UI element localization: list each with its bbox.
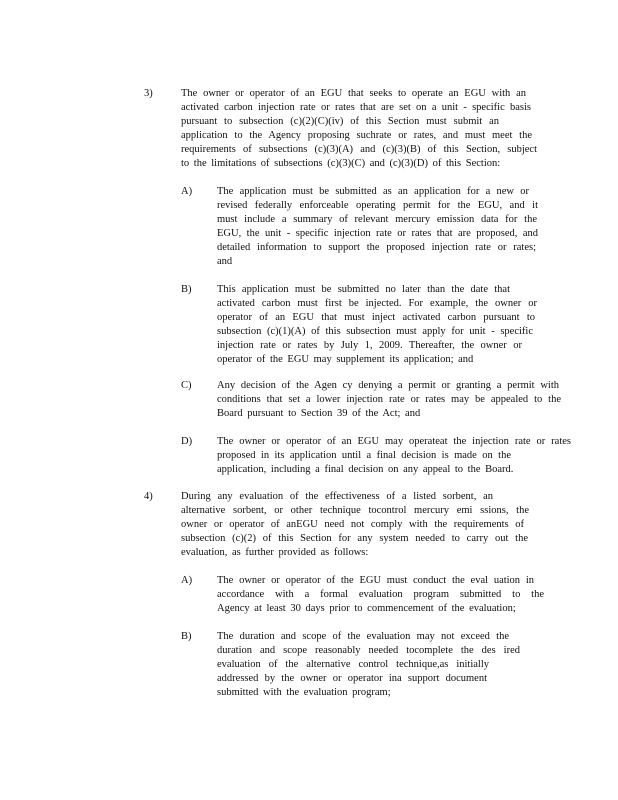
text-line: Board pursuant to Section 39 of the Act; and [217,408,421,419]
text-line: conditions that set a lower injection rate or rates may be appealed to the [217,394,561,405]
text-line: EGU, the unit - specific injection rate or rates that are proposed, and [217,228,538,239]
text-line: The duration and scope of the evaluation may not exceed the [217,631,509,642]
text-line: Any decision of the Agen cy denying a permit or granting a permit with [217,380,559,391]
text-line: duration and scope reasonably needed tocomplete the des ired [217,645,520,656]
text-line: The owner or operator of an EGU that seeks to operate an EGU with an [181,88,526,99]
item-number: 3) [144,88,153,99]
text-line: must include a summary of relevant mercury emission data for the [217,214,537,225]
text-line: and [217,256,233,267]
text-line: injection rate or rates by July 1, 2009. Thereafter, the owner or [217,340,522,351]
sub-item-number: D) [181,436,193,447]
text-line: requirements of subsections (c)(3)(A) and (c)(3)(B) of this Section, subject [181,144,537,155]
text-line: detailed information to support the proposed injection rate or rates; [217,242,536,253]
text-line: subsection (c)(2) of this Section for any system needed to carry out the [181,533,528,544]
text-line: submitted with the evaluation program; [217,687,391,698]
text-line: accordance with a formal evaluation program submitted to the [217,589,544,600]
text-line: operator of an EGU that must inject activated carbon pursuant to [217,312,535,323]
text-line: proposed in its application until a final decision is made on the [217,450,511,461]
text-line: revised federally enforceable operating permit for the EGU, and it [217,200,538,211]
text-line: Agency at least 30 days prior to commencement of the evaluation; [217,603,516,614]
sub-item-number: B) [181,284,192,295]
text-line: application, including a final decision on any appeal to the Board. [217,464,514,475]
text-line: evaluation, as further provided as follows: [181,547,369,558]
item-number: 4) [144,491,153,502]
sub-item-number: A) [181,186,193,197]
text-line: application to the Agency proposing suchrate or rates, and must meet the [181,130,532,141]
text-line: owner or operator of anEGU need not comply with the requirements of [181,519,524,530]
text-line: The owner or operator of an EGU may operateat the injection rate or rates [217,436,571,447]
text-line: activated carbon must first be injected. For example, the owner or [217,298,537,309]
text-line: operator of the EGU may supplement its application; and [217,354,474,365]
text-line: addressed by the owner or operator ina support document [217,673,487,684]
text-line: This application must be submitted no later than the date that [217,284,510,295]
sub-item-number: B) [181,631,192,642]
text-line: The application must be submitted as an application for a new or [217,186,529,197]
text-line: subsection (c)(1)(A) of this subsection must apply for unit - specific [217,326,533,337]
sub-item-number: C) [181,380,192,391]
text-line: evaluation of the alternative control technique,as initially [217,659,489,670]
sub-item-number: A) [181,575,193,586]
text-line: During any evaluation of the effectiveness of a listed sorbent, an [181,491,493,502]
text-line: alternative sorbent, or other technique tocontrol mercury emi ssions, the [181,505,529,516]
text-line: to the limitations of subsections (c)(3)(C) and (c)(3)(D) of this Section: [181,158,501,169]
text-line: The owner or operator of the EGU must conduct the eval uation in [217,575,534,586]
text-line: activated carbon injection rate or rates that are set on a unit - specific basis [181,102,531,113]
text-line: pursuant to subsection (c)(2)(C)(iv) of this Section must submit an [181,116,499,127]
